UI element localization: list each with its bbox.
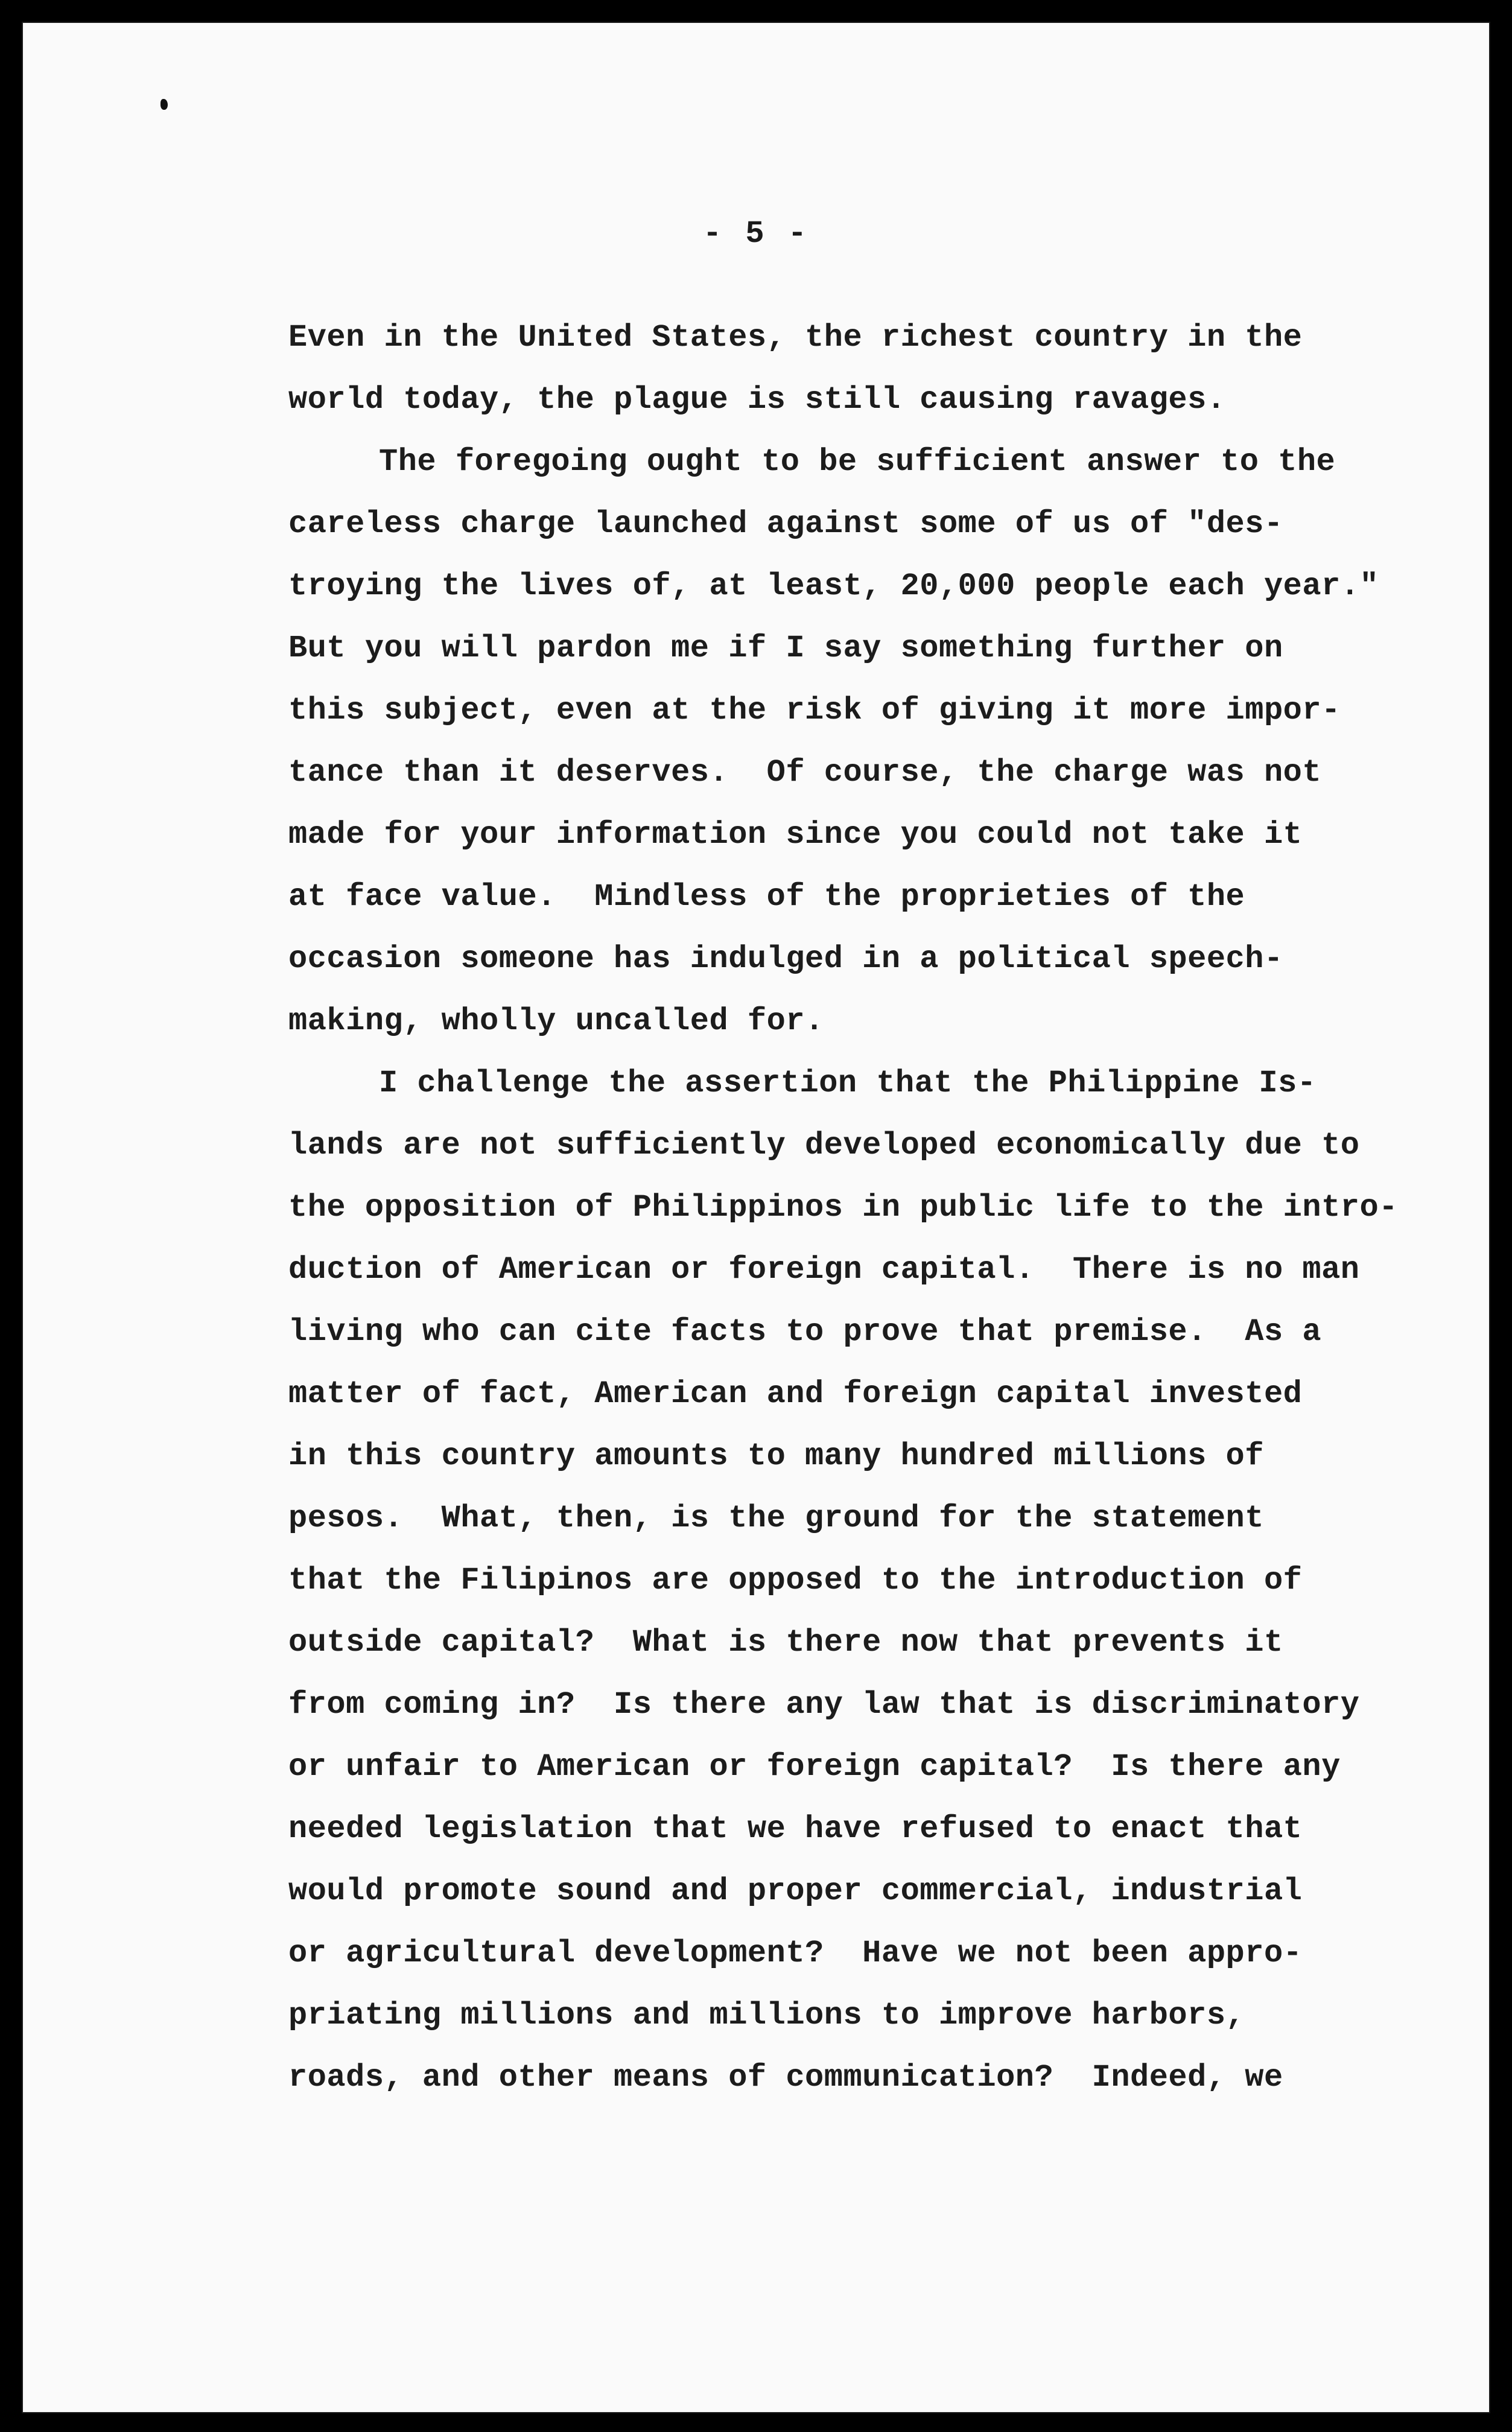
text-line: tance than it deserves. Of course, the charge was not <box>288 755 1322 790</box>
text-line: that the Filipinos are opposed to the introduction of <box>288 1563 1303 1598</box>
text-line: The foregoing ought to be sufficient answer to the <box>379 444 1336 480</box>
text-line: pesos. What, then, is the ground for the statement <box>288 1500 1264 1536</box>
text-line: careless charge launched against some of us of "des- <box>288 506 1283 542</box>
text-line: lands are not sufficiently developed economically due to <box>288 1128 1360 1163</box>
text-line: I challenge the assertion that the Philippine Is- <box>379 1065 1317 1101</box>
text-line: in this country amounts to many hundred millions of <box>288 1438 1264 1474</box>
text-line: made for your information since you could not take it <box>288 817 1303 852</box>
text-line: duction of American or foreign capital. There is no man <box>288 1252 1360 1287</box>
text-line: the opposition of Philippinos in public life to the intro- <box>288 1190 1398 1225</box>
text-line: matter of fact, American and foreign capital invested <box>288 1376 1303 1412</box>
text-line: occasion someone has indulged in a political speech- <box>288 941 1283 977</box>
text-line: But you will pardon me if I say something further on <box>288 630 1283 666</box>
text-line: or agricultural development? Have we not been appro- <box>288 1935 1303 1971</box>
body-text <box>288 306 1398 2109</box>
page-number: - 5 - <box>702 216 810 252</box>
text-line: or unfair to American or foreign capital? Is there any <box>288 1749 1341 1785</box>
text-line: roads, and other means of communication? Indeed, we <box>288 2060 1283 2095</box>
text-line: outside capital? What is there now that prevents it <box>288 1625 1283 1660</box>
text-line: making, wholly uncalled for. <box>288 1003 824 1039</box>
text-line: troying the lives of, at least, 20,000 people each year." <box>288 568 1379 604</box>
document-page <box>22 22 1490 2413</box>
text-line: living who can cite facts to prove that premise. As a <box>288 1314 1322 1350</box>
text-line: at face value. Mindless of the proprieties of the <box>288 879 1245 915</box>
text-line: priating millions and millions to improve harbors, <box>288 1998 1245 2033</box>
text-line: would promote sound and proper commercial, industrial <box>288 1873 1303 1909</box>
text-line: needed legislation that we have refused to enact that <box>288 1811 1303 1847</box>
text-line: this subject, even at the risk of giving it more impor- <box>288 693 1341 728</box>
text-line: Even in the United States, the richest country in the <box>288 320 1303 355</box>
ink-mark <box>160 99 168 110</box>
text-line: from coming in? Is there any law that is discriminatory <box>288 1687 1360 1722</box>
text-line: world today, the plague is still causing ravages. <box>288 382 1226 418</box>
